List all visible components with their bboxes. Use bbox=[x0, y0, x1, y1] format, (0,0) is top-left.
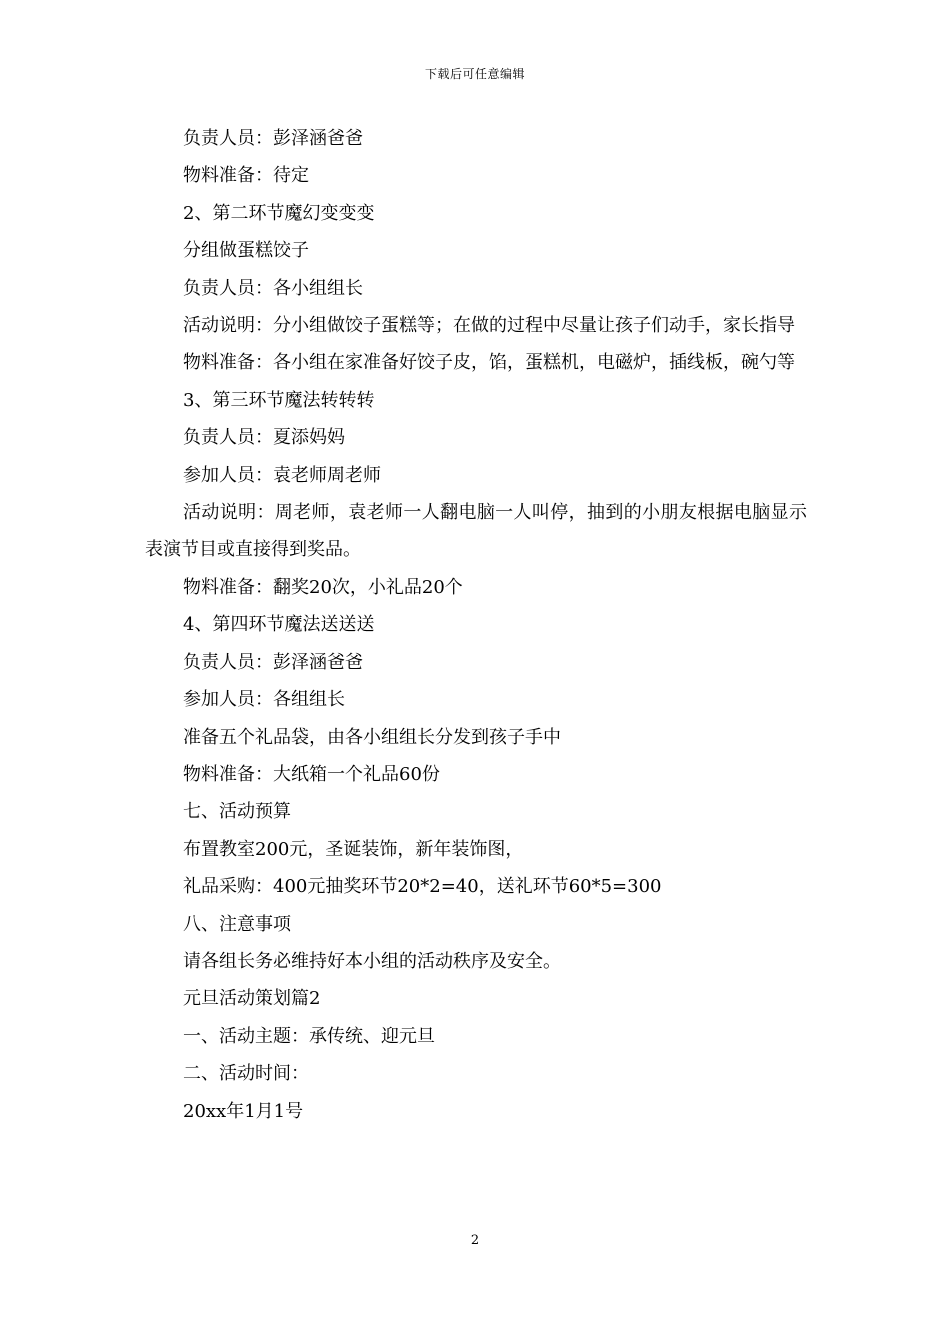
paragraph: 负责人员：彭泽涵爸爸 bbox=[183, 128, 363, 149]
paragraph: 二、活动时间： bbox=[183, 1063, 309, 1085]
paragraph: 3、第三环节魔法转转转 bbox=[183, 389, 375, 411]
paragraph: 八、注意事项 bbox=[183, 913, 291, 935]
paragraph: 参加人员：袁老师周老师 bbox=[183, 464, 381, 486]
paragraph: 2、第二环节魔幻变变变 bbox=[183, 202, 375, 224]
paragraph: 物料准备：待定 bbox=[183, 165, 309, 187]
paragraph: 负责人员：各小组组长 bbox=[183, 277, 363, 299]
paragraph: 分组做蛋糕饺子 bbox=[183, 240, 309, 262]
paragraph: 一、活动主题：承传统、迎元旦 bbox=[183, 1025, 435, 1047]
paragraph: 布置教室200元，圣诞装饰，新年装饰图， bbox=[183, 838, 524, 860]
page-number: 2 bbox=[470, 1233, 480, 1248]
paragraph: 七、活动预算 bbox=[183, 801, 291, 823]
paragraph: 负责人员：夏添妈妈 bbox=[183, 427, 345, 449]
paragraph: 活动说明：周老师，袁老师一人翻电脑一人叫停，抽到的小朋友根据电脑显示表演节目或直接得到奖品。 bbox=[145, 502, 807, 561]
paragraph: 准备五个礼品袋，由各小组组长分发到孩子手中 bbox=[183, 726, 561, 748]
paragraph: 礼品采购：400元抽奖环节20*2=40，送礼环节60*5=300 bbox=[183, 876, 662, 898]
paragraph: 20xx年1月1号 bbox=[183, 1100, 304, 1122]
paragraph: 4、第四环节魔法送送送 bbox=[183, 614, 375, 636]
paragraph: 活动说明：分小组做饺子蛋糕等；在做的过程中尽量让孩子们动手，家长指导 bbox=[183, 315, 795, 337]
paragraph: 物料准备：翻奖20次，小礼品20个 bbox=[183, 576, 463, 598]
paragraph: 元旦活动策划篇2 bbox=[183, 988, 321, 1010]
paragraph: 物料准备：大纸箱一个礼品60份 bbox=[183, 763, 440, 785]
paragraph: 请各组长务必维持好本小组的活动秩序及安全。 bbox=[183, 950, 561, 972]
paragraph: 负责人员：彭泽涵爸爸 bbox=[183, 651, 363, 673]
document-body bbox=[145, 120, 807, 1130]
page-header: 下载后可任意编辑 bbox=[424, 67, 525, 81]
paragraph: 参加人员：各组组长 bbox=[183, 689, 345, 711]
paragraph: 物料准备：各小组在家准备好饺子皮，馅，蛋糕机，电磁炉，插线板，碗勺等 bbox=[183, 352, 795, 374]
